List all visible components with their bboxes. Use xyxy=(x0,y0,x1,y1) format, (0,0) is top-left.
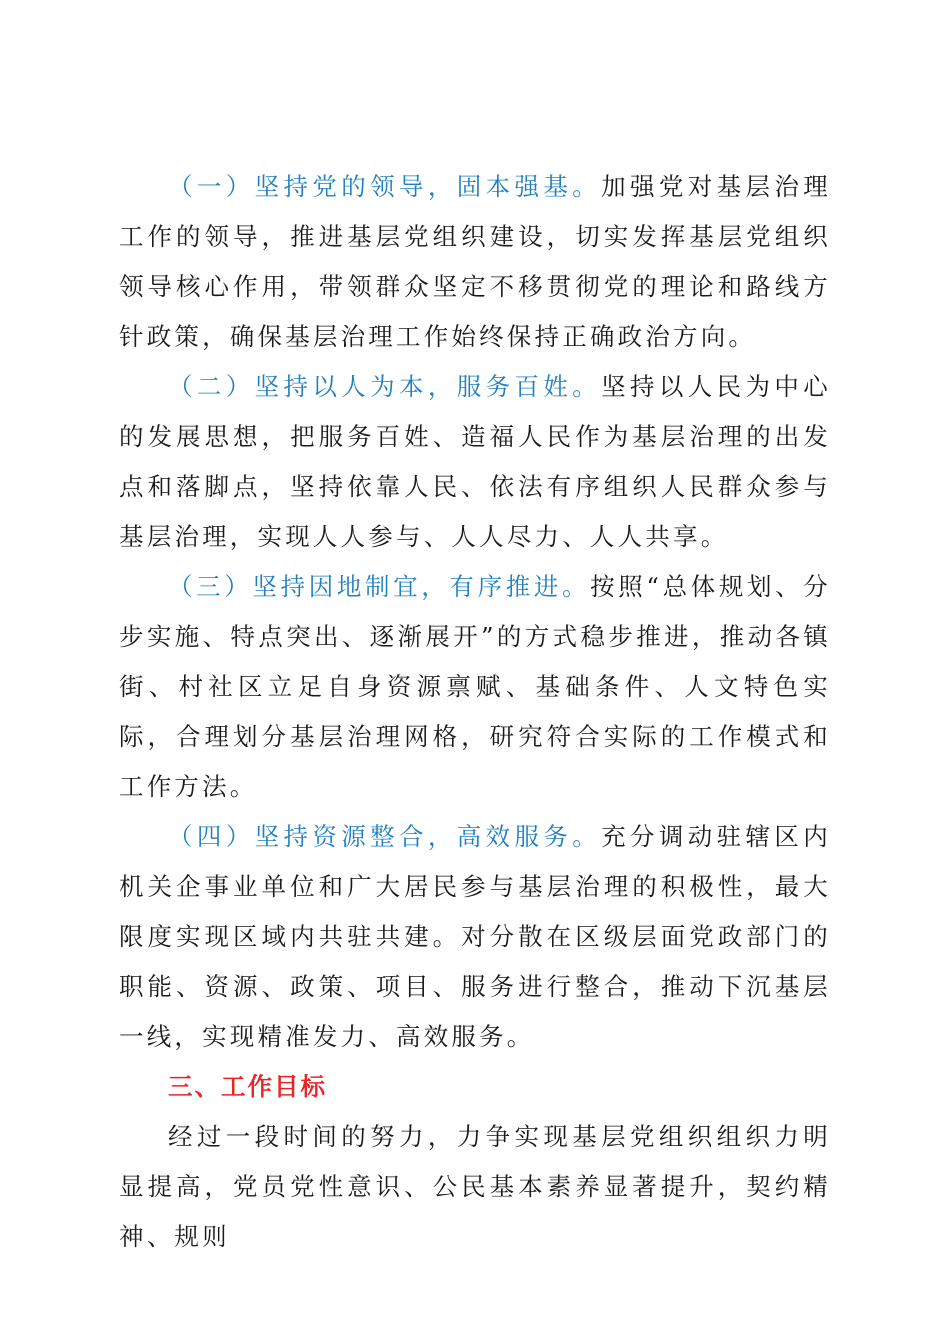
principle-text-3: 按照“总体规划、分步实施、特点突出、逐渐展开”的方式稳步推进，推动各镇街、村社区立足自身资源禀赋、基础条件、人文特色实际，合理划分基层治理网格，研究符合实际的工作模式和工作方法。 xyxy=(119,572,832,801)
principle-paragraph-3 xyxy=(119,562,831,812)
principle-paragraph-2 xyxy=(119,362,831,562)
principle-text-2: 坚持以人民为中心的发展思想，把服务百姓、造福人民作为基层治理的出发点和落脚点，坚持依靠人民、依法有序组织人民群众参与基层治理，实现人人参与、人人尽力、人人共享。 xyxy=(119,372,831,551)
principle-lead-1: （一）坚持党的领导，固本强基。 xyxy=(168,172,602,201)
principle-text-1: 加强党对基层治理工作的领导，推进基层党组织建设，切实发挥基层党组织领导核心作用，带领群众坚定不移贯彻党的理论和路线方针政策，确保基层治理工作始终保持正确政治方向。 xyxy=(119,172,831,351)
principle-paragraph-4 xyxy=(119,812,831,1062)
principle-lead-2: （二）坚持以人为本，服务百姓。 xyxy=(168,372,602,401)
principle-lead-3: （三）坚持因地制宜，有序推进。 xyxy=(168,572,591,601)
principle-text-4: 充分调动驻辖区内机关企事业单位和广大居民参与基层治理的积极性，最大限度实现区域内共驻共建。对分散在区级层面党政部门的职能、资源、政策、项目、服务进行整合，推动下沉基层一线，实现精准发力、高效服务。 xyxy=(119,822,831,1051)
document-body xyxy=(119,162,831,1262)
section-paragraph: 经过一段时间的努力，力争实现基层党组织组织力明显提高，党员党性意识、公民基本素养显著提升，契约精神、规则 xyxy=(119,1122,831,1251)
principle-lead-4: （四）坚持资源整合，高效服务。 xyxy=(168,822,602,851)
section-heading: 三、工作目标 xyxy=(168,1072,327,1101)
principle-paragraph-1 xyxy=(119,162,831,362)
